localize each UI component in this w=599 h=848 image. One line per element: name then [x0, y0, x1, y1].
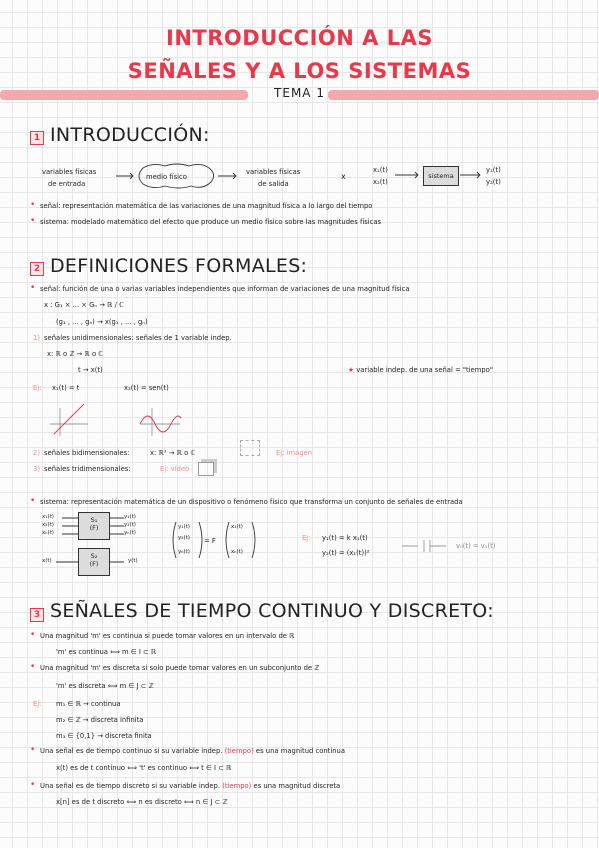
s3-dt-eq: x[n] es de t discreto ⟺ n es discreto ⟺ n ∈ J ⊂ ℤ — [56, 798, 228, 806]
s2-unidim-rule: t → x(t) — [78, 366, 103, 374]
s2-bidim-example: Ej: imagen — [276, 449, 313, 457]
bullet-icon: • — [30, 630, 36, 640]
s3-ej-m1: m₁ ∈ ℝ → continua — [56, 700, 121, 708]
x1-label: x₁(t) — [373, 166, 388, 174]
s2-tridim: señales tridimensionales: — [44, 465, 131, 473]
arrow-icon — [395, 172, 418, 178]
s3-ct-eq: x(t) es de t contínuo ⟺ 't' es continuo ⟺ t ∈ I ⊂ ℝ — [56, 764, 232, 772]
section-3-title: SEÑALES DE TIEMPO CONTINUO Y DISCRETO: — [50, 600, 494, 622]
vec-yn: yₙ(t) — [178, 549, 190, 555]
system-box: sistema — [423, 166, 459, 186]
x2-label: x₂(t) — [373, 178, 388, 186]
s2-unidim-map: x: ℝ o ℤ → ℝ o ℂ — [47, 350, 104, 358]
s1-bullet-system: sistema: modelado matemático del efecto que produce un medio físico sobre las magnitudes físicas — [40, 218, 382, 226]
bullet-icon: • — [30, 283, 36, 293]
sys1-box — [78, 512, 110, 540]
sys2-label: S₂ — [90, 552, 98, 560]
s2-ej2-y1: y₁(t) = k x₁(t) — [322, 534, 368, 542]
s3-discrete-def: Una magnitud 'm' es discreta si solo puede tomar valores en un subconjunto de ℤ — [40, 664, 320, 672]
vec-y1: y₁(t) — [178, 524, 190, 530]
input-vars-line2: de entrada — [48, 180, 86, 188]
s2-ej2-label: Ej: — [302, 534, 311, 542]
section-1-title: INTRODUCCIÓN: — [50, 124, 210, 146]
input-vars-line1: variables físicas — [42, 168, 97, 176]
s3-ej-label: Ej: — [33, 700, 42, 708]
sys1-in1: x₁(t) — [42, 514, 54, 520]
output-vars-line1: variables físicas — [246, 168, 301, 176]
image-icon — [240, 440, 260, 456]
s2-ej2-y2: y₂(t) = (x₁(t))² — [322, 549, 370, 557]
bullet-icon: • — [30, 216, 36, 226]
video-icon — [198, 462, 214, 476]
s2-time-note: ★ variable indep. de una señal = "tiempo" — [348, 366, 493, 374]
s2-bidim: señales bidimensionales: — [44, 449, 130, 457]
s2-map-rule: (g₁ , ... , gₙ) → x(g₁ , ... , gₙ) — [56, 318, 148, 326]
s2-signal-def: señal: función de una o varias variables independientes que informan de variaciones de una magnitud física — [40, 285, 410, 293]
times-symbol: x — [341, 172, 346, 181]
bullet-icon: • — [30, 200, 36, 210]
sys2-in: x(t) — [42, 558, 52, 564]
arrow-icon — [218, 173, 236, 179]
section-2-title: DEFINICIONES FORMALES: — [50, 255, 308, 277]
vec-y2: y₂(t) — [178, 535, 190, 541]
s2-bidim-map: x: ℝ² → ℝ o ℂ — [150, 449, 196, 457]
arrow-icon — [460, 172, 480, 178]
bullet-icon: • — [30, 496, 36, 506]
s2-ej2-circuit: v₀(t) = v₁(t) — [456, 542, 496, 550]
title-line-1: INTRODUCCIÓN A LAS — [166, 26, 433, 50]
bullet-icon: • — [30, 745, 36, 755]
sys1-out1: y₁(t) — [124, 514, 136, 520]
s2-unidim: señales unidimensionales: señales de 1 variable indep. — [44, 334, 232, 342]
s2-ej1-label: Ej: — [33, 384, 42, 392]
vec-eq: = F — [204, 537, 216, 545]
s3-ej-m3: m₃ ∈ {0,1} → discreta finita — [56, 732, 152, 740]
sys1-in3: xₙ(t) — [42, 530, 54, 536]
s3-dt-def: Una señal es de tiempo discreto si su variable indep. (tiempo) es una magnitud discreta — [40, 782, 341, 790]
s2-ej1-x2: x₂(t) = sen(t) — [124, 384, 169, 392]
section-1-number: 1 — [30, 131, 44, 145]
section-2-number: 2 — [30, 262, 44, 276]
sys1-out3: yₙ(t) — [124, 530, 136, 536]
vec-xn: xₙ(t) — [231, 549, 243, 555]
y2-label: y₂(t) — [486, 178, 501, 186]
s2-system-def: sistema: representación matemática de un dispositivo o fenómeno físico que transforma un conjunto de señales de entrada — [40, 498, 463, 506]
s3-continuous-def: Una magnitud 'm' es continua si puede tomar valores en un intervalo de ℝ — [40, 632, 295, 640]
sys1-in2: x₂(t) — [42, 522, 54, 528]
s3-ej-m2: m₂ ∈ ℤ → discreta infinita — [56, 716, 144, 724]
s3-ct-def: Una señal es de tiempo continuo si su variable indep. (tiempo) es una magnitud continua — [40, 747, 346, 755]
sys2-sub: (F) — [89, 560, 99, 568]
s2-ej1-x1: x₁(t) = t — [52, 384, 80, 392]
output-vars-line2: de salida — [258, 180, 289, 188]
medium-label: medio físico — [146, 173, 187, 181]
vec-x1: x₁(t) — [231, 524, 243, 530]
s2-item1-num: 1) — [33, 334, 40, 342]
s2-tridim-example: Ej: vídeo — [160, 465, 190, 473]
bullet-icon: • — [30, 662, 36, 672]
s2-map-domain: x : G₁ × ... × Gₙ → ℝ / ℂ — [44, 301, 124, 309]
s2-item2-num: 2) — [33, 449, 40, 457]
bullet-icon: • — [30, 780, 36, 790]
y1-label: y₁(t) — [486, 166, 501, 174]
section-3-number: 3 — [30, 608, 44, 622]
sys2-box — [78, 548, 110, 576]
cloud-shape — [139, 164, 214, 188]
sys1-sub: (F) — [89, 524, 99, 532]
s2-item3-num: 3) — [33, 465, 40, 473]
tema-label: TEMA 1 — [274, 86, 325, 100]
sys1-out2: y₂(t) — [124, 522, 136, 528]
s1-bullet-signal: señal: representación matemática de las variaciones de una magnitud física a lo largo del tiempo — [40, 202, 373, 210]
sys1-label: S₁ — [90, 516, 98, 524]
sys2-out: y(t) — [128, 558, 138, 564]
title-line-2: SEÑALES Y A LOS SISTEMAS — [127, 59, 472, 83]
arrow-icon — [116, 173, 133, 179]
s3-continuous-eq: 'm' es continua ⟺ m ∈ I ⊂ ℝ — [56, 648, 157, 656]
s3-discrete-eq: 'm' es discreta ⟺ m ∈ J ⊂ ℤ — [56, 682, 154, 690]
